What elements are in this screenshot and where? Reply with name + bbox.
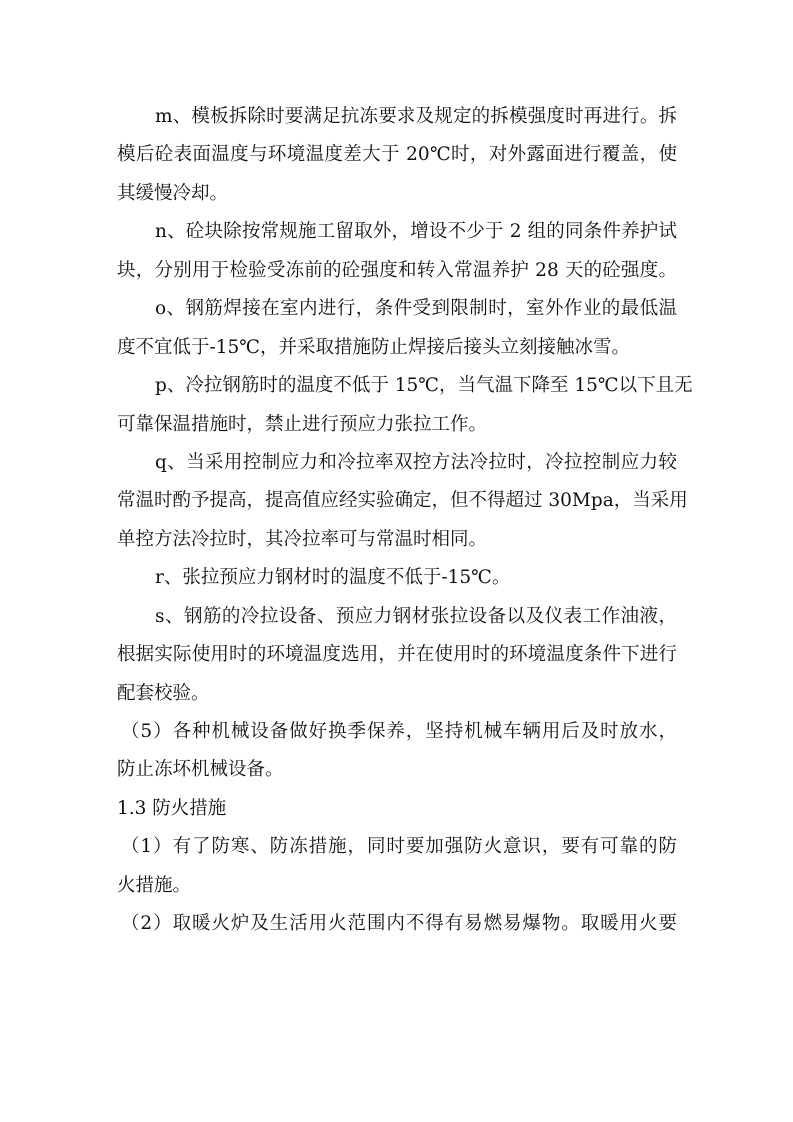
paragraph-n-line-1: n、砼块除按常规施工留取外，增设不少于 2 组的同条件养护试	[155, 221, 677, 243]
paragraph-q-line-1: q、当采用控制应力和冷拉率双控方法冷拉时，冷拉控制应力较	[155, 451, 677, 473]
section-heading-1-3: 1.3 防火措施	[117, 797, 227, 819]
paragraph-s-line-1: s、钢筋的冷拉设备、预应力钢材张拉设备以及仪表工作油液，	[155, 605, 677, 627]
paragraph-fire-2-line-1: （2）取暖火炉及生活用火范围内不得有易燃易爆物。取暖用火要	[121, 913, 677, 935]
paragraph-5-line-1: （5）各种机械设备做好换季保养，坚持机械车辆用后及时放水，	[121, 721, 677, 742]
document-page	[117, 98, 693, 944]
paragraph-q-line-3: 单控方法冷拉时，其冷拉率可与常温时相同。	[117, 528, 488, 550]
paragraph-5-line-2: 防止冻坏机械设备。	[117, 759, 284, 781]
paragraph-p-line-1: p、冷拉钢筋时的温度不低于 15℃，当气温下降至 15℃以下且无	[155, 375, 693, 397]
paragraph-s-line-3: 配套校验。	[117, 682, 210, 704]
paragraph-m-line-1: m、模板拆除时要满足抗冻要求及规定的拆模强度时再进行。拆	[155, 106, 677, 127]
paragraph-q-line-2: 常温时酌予提高，提高值应经实验确定，但不得超过 30Mpa，当采用	[117, 490, 688, 512]
paragraph-fire-1-line-1: （1）有了防寒、防冻措施，同时要加强防火意识，要有可靠的防	[121, 836, 677, 858]
paragraph-p-line-2: 可靠保温措施时，禁止进行预应力张拉工作。	[117, 413, 488, 435]
paragraph-r-line-1: r、张拉预应力钢材时的温度不低于-15℃。	[155, 567, 511, 589]
paragraph-o-line-2: 度不宜低于-15℃，并采取措施防止焊接后接头立刻接触冰雪。	[117, 336, 630, 358]
paragraph-n-line-2: 块，分别用于检验受冻前的砼强度和转入常温养护 28 天的砼强度。	[117, 259, 677, 281]
paragraph-m-line-2: 模后砼表面温度与环境温度差大于 20℃时，对外露面进行覆盖，使	[117, 144, 677, 166]
paragraph-o-line-1: o、钢筋焊接在室内进行，条件受到限制时，室外作业的最低温	[155, 298, 677, 320]
paragraph-m-line-3: 其缓慢冷却。	[117, 182, 229, 204]
paragraph-s-line-2: 根据实际使用时的环境温度选用，并在使用时的环境温度条件下进行	[117, 644, 677, 666]
paragraph-fire-1-line-2: 火措施。	[117, 874, 192, 896]
